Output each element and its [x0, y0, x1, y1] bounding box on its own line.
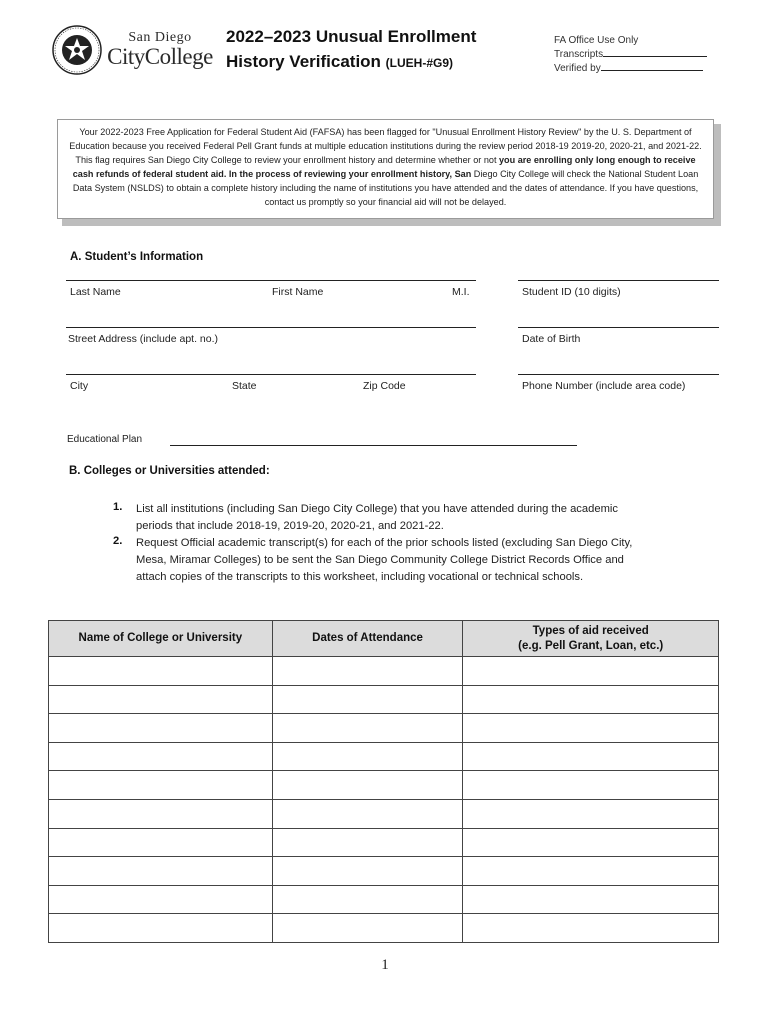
transcripts-label: Transcripts — [554, 49, 604, 60]
instruction-2-number: 2. — [113, 535, 123, 547]
mi-label: M.I. — [452, 286, 470, 298]
instruction-1-number: 1. — [113, 501, 123, 513]
aid-types-cell[interactable] — [463, 657, 719, 686]
last-name-label: Last Name — [70, 286, 121, 298]
college-name-cell[interactable] — [49, 714, 273, 743]
college-name-cell[interactable] — [49, 657, 273, 686]
aid-types-cell[interactable] — [463, 799, 719, 828]
form-title-line1: 2022–2023 Unusual Enrollment — [226, 27, 477, 46]
college-name-cell[interactable] — [49, 742, 273, 771]
college-name-cell[interactable] — [49, 885, 273, 914]
aid-types-cell[interactable] — [463, 771, 719, 800]
educational-plan-field-line[interactable] — [170, 445, 577, 446]
table-row — [49, 771, 719, 800]
first-name-label: First Name — [272, 286, 324, 298]
dob-field-line[interactable] — [518, 327, 719, 328]
table-row — [49, 685, 719, 714]
street-address-label: Street Address (include apt. no.) — [68, 333, 218, 345]
col-aid-types-example: (e.g. Pell Grant, Loan, etc.) — [518, 639, 664, 652]
table-row — [49, 657, 719, 686]
college-name-cell[interactable] — [49, 914, 273, 943]
educational-plan-label: Educational Plan — [67, 434, 143, 445]
page-number: 1 — [381, 957, 389, 973]
aid-types-cell[interactable] — [463, 742, 719, 771]
instruction-2-line1: Request Official academic transcript(s) for each of the prior schools listed (excluding San Diego City, — [136, 537, 633, 549]
verified-by-label: Verified by — [554, 63, 601, 74]
city-state-zip-field-line[interactable] — [66, 374, 476, 375]
table-header-row — [49, 621, 719, 657]
college-seal-logo — [52, 25, 102, 75]
col-dates-header: Dates of Attendance — [272, 621, 463, 657]
dates-cell[interactable] — [272, 799, 463, 828]
dates-cell[interactable] — [272, 828, 463, 857]
instruction-2-line3: attach copies of the transcripts to this worksheet, including vocational or technical schools. — [136, 571, 584, 583]
instruction-2-line2: Mesa, Miramar Colleges) to be sent the San Diego Community College District Records Office and — [136, 554, 624, 566]
colleges-table — [48, 620, 719, 943]
table-row — [49, 742, 719, 771]
section-b-heading: B. Colleges or Universities attended: — [69, 465, 270, 477]
name-field-line[interactable] — [66, 280, 476, 281]
student-id-label: Student ID (10 digits) — [522, 286, 621, 298]
dates-cell[interactable] — [272, 771, 463, 800]
notice-text-bold: you are enrolling only long enough to receive cash refunds of federal student aid. In the process of reviewing your enrollment history, San — [72, 155, 696, 179]
form-title-line2 — [226, 52, 453, 72]
street-address-field-line[interactable] — [66, 327, 476, 328]
aid-types-cell[interactable] — [463, 885, 719, 914]
table-row — [49, 828, 719, 857]
dates-cell[interactable] — [272, 914, 463, 943]
table-row — [49, 799, 719, 828]
table-row — [49, 714, 719, 743]
college-name-cell[interactable] — [49, 771, 273, 800]
college-name-cell[interactable] — [49, 799, 273, 828]
aid-types-cell[interactable] — [463, 714, 719, 743]
verified-by-field[interactable] — [601, 61, 703, 71]
college-name-cell[interactable] — [49, 828, 273, 857]
instruction-1-line2: periods that include 2018-19, 2019-20, 2020-21, and 2021-22. — [136, 520, 444, 532]
college-wordmark-logo — [104, 30, 216, 72]
college-name-cell[interactable] — [49, 685, 273, 714]
zip-code-label: Zip Code — [363, 380, 406, 392]
notice-text-part1: Your 2022-2023 Free Application for Federal Student Aid (FAFSA) has been flagged for "Unusual Enrollment History Review" by the U. S. Department of Education because you received Federal Pell Grant funds at multiple education institutions during the review period 2018-19 2019-20, 2020-21, and 2021-22. This flag requires San Diego City College to review your enrollment history and determine whether or not — [69, 127, 702, 165]
logo-city-college: CityCollege — [107, 44, 213, 69]
dates-cell[interactable] — [272, 657, 463, 686]
aid-types-cell[interactable] — [463, 857, 719, 886]
notice-text-part2: Diego City College will check the National Student Loan Data System (NSLDS) to obtain a complete history including the name of institutions you have attended and the dates of attendance. If you have questions, contact us promptly so your financial aid will not be delayed. — [72, 169, 699, 207]
college-name-cell[interactable] — [49, 857, 273, 886]
dates-cell[interactable] — [272, 685, 463, 714]
col-aid-types-title: Types of aid received — [532, 624, 649, 637]
transcripts-field[interactable] — [603, 47, 707, 57]
table-row — [49, 914, 719, 943]
col-aid-types-header — [463, 621, 719, 657]
dates-cell[interactable] — [272, 714, 463, 743]
aid-types-cell[interactable] — [463, 685, 719, 714]
form-title-text: History Verification — [226, 52, 381, 71]
dates-cell[interactable] — [272, 885, 463, 914]
state-label: State — [232, 380, 257, 392]
table-row — [49, 857, 719, 886]
aid-types-cell[interactable] — [463, 914, 719, 943]
table-row — [49, 885, 719, 914]
notice-box — [57, 119, 714, 219]
student-id-field-line[interactable] — [518, 280, 719, 281]
instruction-1-line1: List all institutions (including San Diego City College) that you have attended during the academic — [136, 503, 618, 515]
dob-label: Date of Birth — [522, 333, 581, 345]
dates-cell[interactable] — [272, 742, 463, 771]
phone-label: Phone Number (include area code) — [522, 380, 686, 392]
fa-office-title: FA Office Use Only — [554, 35, 639, 46]
aid-types-cell[interactable] — [463, 828, 719, 857]
logo-san-diego: San Diego — [128, 30, 192, 45]
form-code: (LUEH-#G9) — [385, 56, 454, 70]
col-college-name-header: Name of College or University — [49, 621, 273, 657]
phone-field-line[interactable] — [518, 374, 719, 375]
fa-office-use-box — [554, 34, 707, 75]
section-a-heading: A. Student’s Information — [70, 251, 204, 263]
dates-cell[interactable] — [272, 857, 463, 886]
city-label: City — [70, 380, 89, 392]
